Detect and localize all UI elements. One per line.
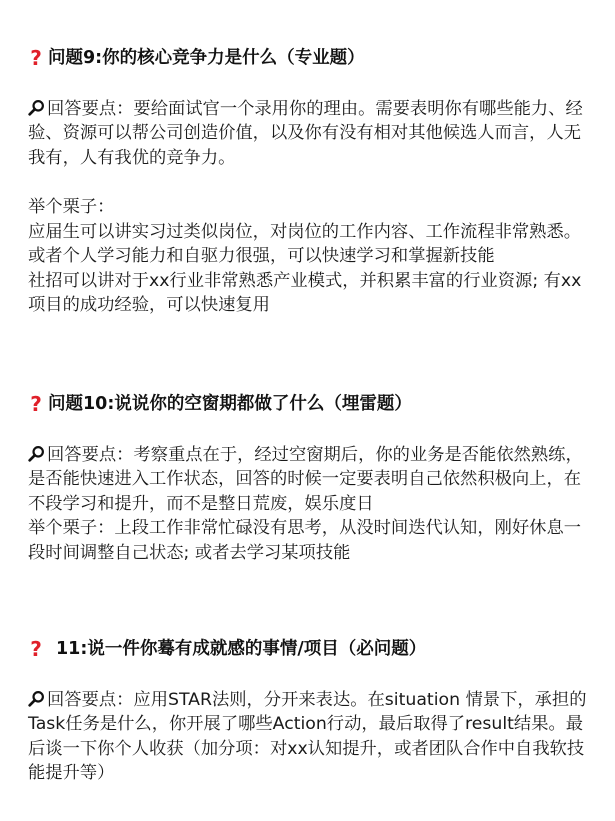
answer-paragraph (28, 688, 588, 786)
answer-block (28, 443, 588, 566)
answer-text: 回答要点：考察重点在于，经过空窗期后，你的业务是否能依然熟练，是否能快速进入工作状态，回答的时候一定要表明自己依然积极向上，在不段学习和提升，而不是整日荒废，娱乐度日 (28, 444, 583, 514)
example-heading: 举个栗子： (28, 196, 115, 217)
question-section-11 (28, 637, 588, 786)
question-heading (28, 46, 588, 70)
answer-text: 回答要点：应用STAR法则，分开来表达。在situation 情景下，承担的Task任务是什么，你开展了哪些Action行动，最后取得了result结果。最后谈一下你个人收获（加分项：对xx认知提升，或者团队合作中自我软技能提升等） (28, 689, 587, 784)
example-paragraph: 应届生可以讲实习过类似岗位，对岗位的工作内容、工作流程非常熟悉。或者个人学习能力和自驱力很强，可以快速学习和掌握新技能 (28, 221, 582, 267)
example-paragraph: 社招可以讲对于xx行业非常熟悉产业模式，并积累丰富的行业资源; 有xx项目的成功经验，可以快速复用 (28, 270, 582, 316)
answer-paragraph (28, 97, 588, 171)
answer-text: 回答要点：要给面试官一个录用你的理由。需要表明你有哪些能力、经验、资源可以帮公司创造价值，以及你有没有相对其他候选人而言，人无我有，人有我优的竞争力。 (28, 98, 583, 168)
red-question-mark-icon: ? (30, 46, 42, 70)
question-heading (28, 392, 588, 416)
magnifying-glass-icon (28, 690, 45, 707)
example-paragraph: 举个栗子：上段工作非常忙碌没有思考，从没时间迭代认知，刚好休息一段时间调整自己状态; 或者去学习某项技能 (28, 518, 582, 563)
answer-block (28, 97, 588, 318)
magnifying-glass-icon (28, 99, 45, 116)
answer-paragraph (28, 443, 588, 517)
question-section-9 (28, 46, 588, 318)
question-section-10 (28, 392, 588, 566)
question-heading (28, 637, 588, 661)
magnifying-glass-icon (28, 445, 45, 462)
red-question-mark-icon: ? (30, 637, 42, 661)
red-question-mark-icon: ? (30, 392, 42, 416)
answer-block (28, 688, 588, 786)
question-title: 问题10:说说你的空窗期都做了什么（埋雷题） (48, 394, 412, 414)
question-title: 11:说一件你蓦有成就感的事情/项目（必问题） (56, 639, 427, 659)
question-title: 问题9:你的核心竞争力是什么（专业题） (48, 48, 365, 68)
